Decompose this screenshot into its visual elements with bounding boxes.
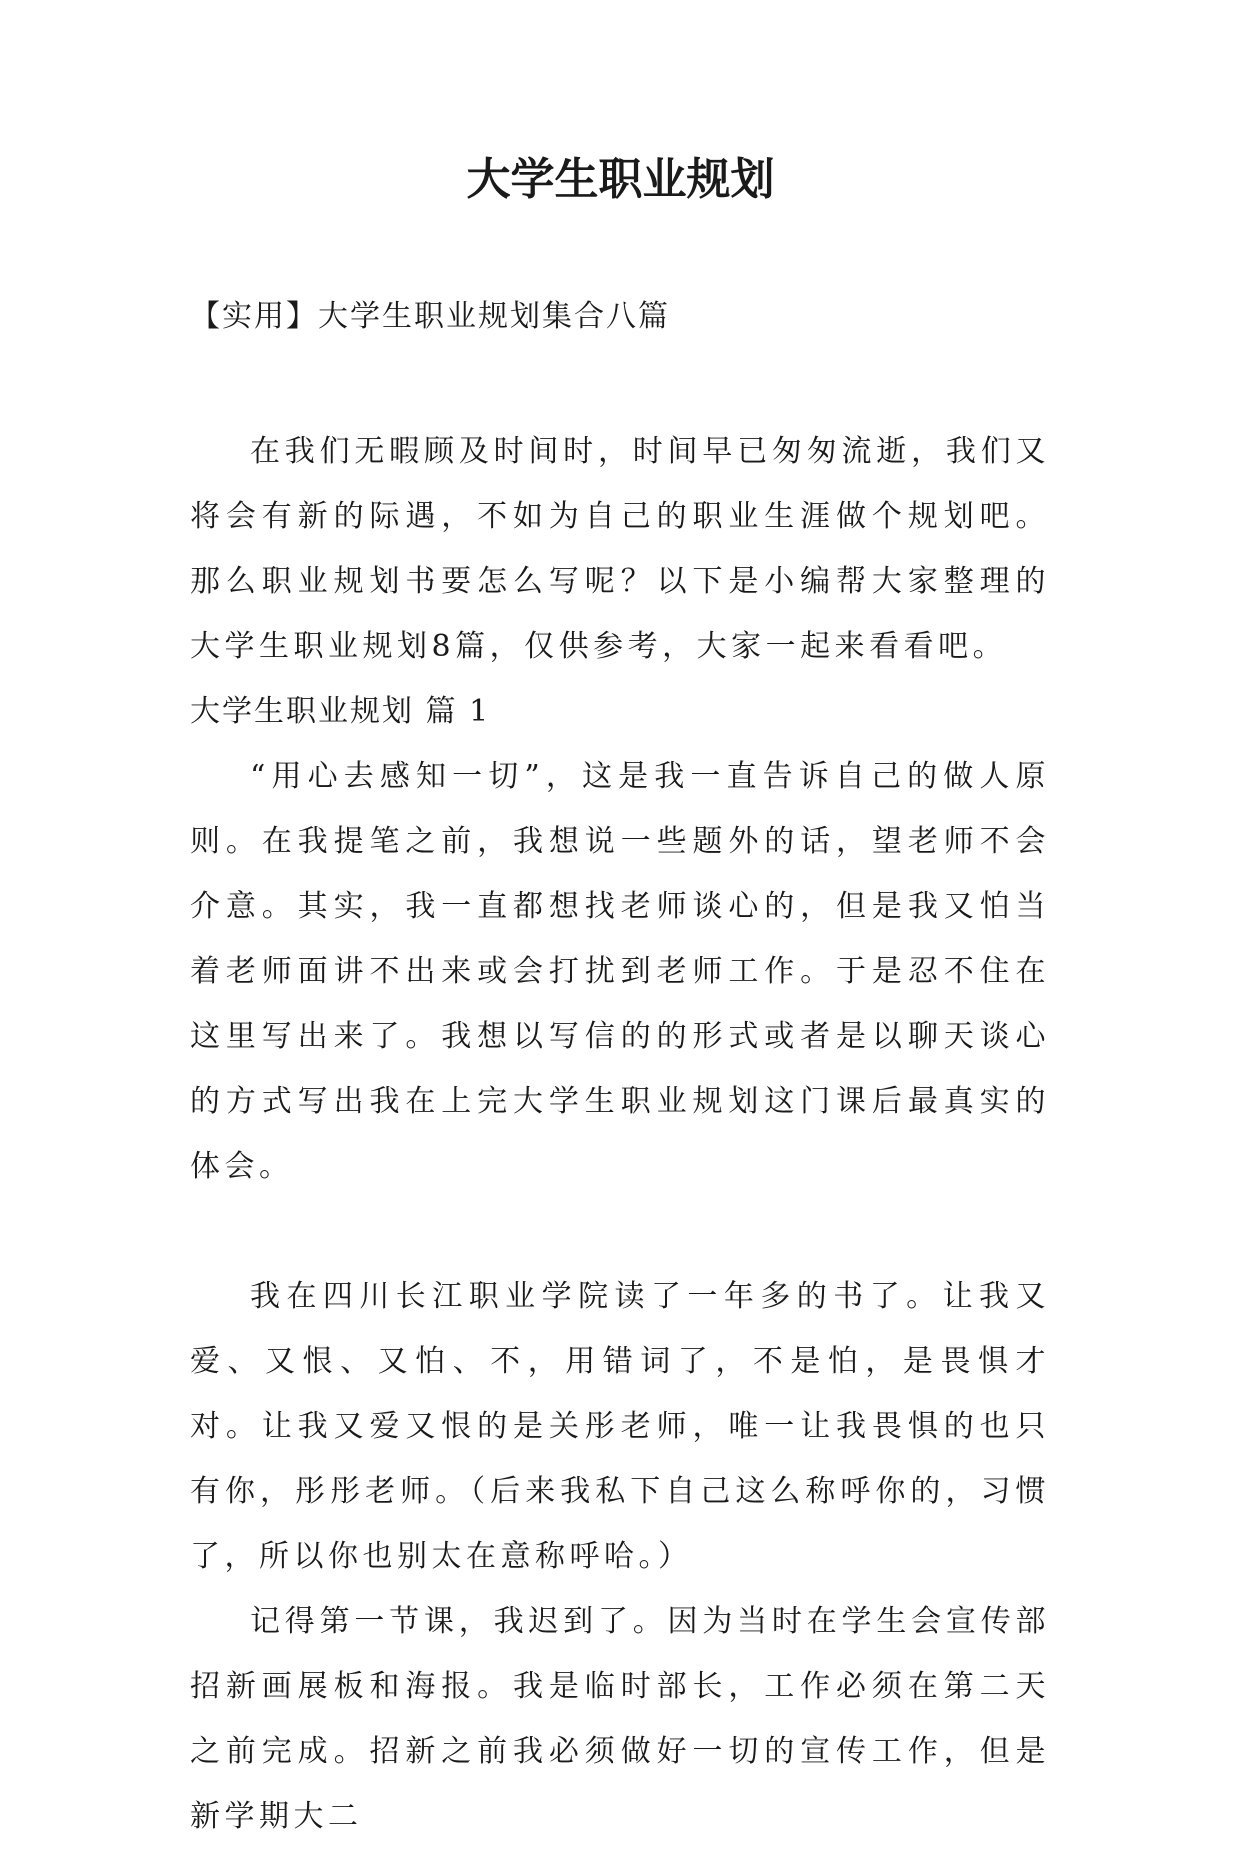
spacer (190, 347, 1050, 419)
body-paragraph: “用心去感知一切”，这是我一直告诉自己的做人原则。在我提笔之前，我想说一些题外的话，望老师不会介意。其实，我一直都想找老师谈心的，但是我又怕当着老师面讲不出来或会打扰到老师工作。于是忍不住在这里写出来了。我想以写信的的形式或者是以聊天谈心的方式写出我在上完大学生职业规划这门课后最真实的体会。 (190, 759, 1050, 1184)
body-paragraph: 我在四川长江职业学院读了一年多的书了。让我又爱、又恨、又怕、不，用错词了，不是怕，是畏惧才对。让我又爱又恨的是关彤老师，唯一让我畏惧的也只有你，彤彤老师。（后来我私下自己这么称呼你的，习惯了，所以你也别太在意称呼哈。） (190, 1279, 1050, 1574)
spacer (190, 1199, 1050, 1264)
document-title: 大学生职业规划 (466, 154, 775, 205)
document-body (190, 287, 1050, 1849)
body-paragraph: 记得第一节课，我迟到了。因为当时在学生会宣传部招新画展板和海报。我是临时部长，工作必须在第二天之前完成。招新之前我必须做好一切的宣传工作，但是新学期大二 (190, 1604, 1050, 1834)
intro-paragraph: 在我们无暇顾及时间时，时间早已匆匆流逝，我们又将会有新的际遇，不如为自己的职业生涯做个规划吧。那么职业规划书要怎么写呢？以下是小编帮大家整理的大学生职业规划8篇，仅供参考，大家一起来看看吧。 (190, 434, 1050, 664)
document-subtitle: 【实用】大学生职业规划集合八篇 (190, 299, 670, 334)
section-heading: 大学生职业规划 篇 1 (190, 694, 491, 729)
